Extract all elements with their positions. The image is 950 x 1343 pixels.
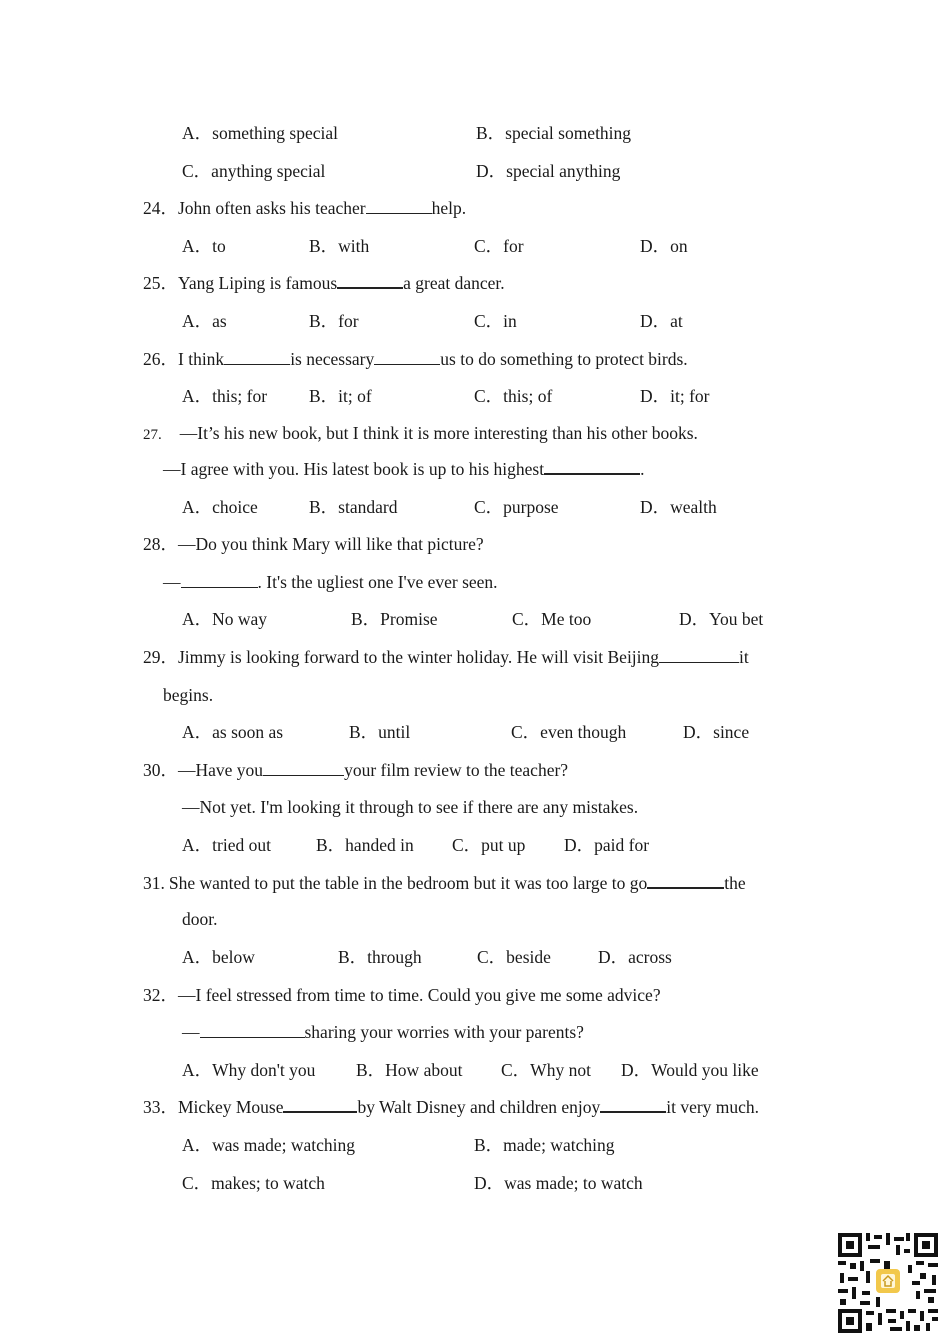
option-24-c: C．for	[474, 236, 524, 256]
question-text: —	[163, 572, 181, 592]
option-28-b: B．Promise	[351, 609, 438, 629]
option-30-c: C．put up	[452, 835, 526, 855]
question-text: —Have you	[178, 760, 264, 780]
question-text: the	[724, 873, 746, 893]
option-30-a: A．tried out	[182, 835, 271, 855]
option-28-a: A．No way	[182, 609, 268, 629]
answer-blank	[337, 272, 403, 289]
question-text: . It's the ugliest one I've ever seen.	[257, 572, 498, 592]
question-text: Yang Liping is famous	[178, 273, 338, 293]
option-23-b: B．special something	[476, 123, 632, 143]
question-text: She wanted to put the table in the bedroom but it was too large to go	[168, 873, 648, 893]
question-25	[143, 272, 505, 294]
option-23-c: C．anything special	[182, 161, 326, 181]
question-27-reply	[163, 458, 644, 480]
question-text: is necessary	[290, 349, 375, 369]
question-33	[143, 1096, 759, 1118]
option-25-c: C．in	[474, 311, 517, 331]
answer-blank	[600, 1096, 666, 1113]
option-32-d: D．Would you like	[621, 1060, 759, 1080]
question-32	[143, 984, 661, 1006]
question-text: I think	[178, 349, 225, 369]
question-text: sharing your worries with your parents?	[304, 1022, 584, 1042]
option-28-c: C．Me too	[512, 609, 592, 629]
question-number: 27.	[143, 427, 162, 443]
option-33-d: D．was made; to watch	[474, 1173, 643, 1193]
option-26-c: C．this; of	[474, 386, 553, 406]
option-26-d: D．it; for	[640, 386, 710, 406]
option-27-d: D．wealth	[640, 497, 717, 517]
option-29-d: D．since	[683, 722, 750, 742]
option-27-c: C．purpose	[474, 497, 559, 517]
option-32-a: A．Why don't you	[182, 1060, 316, 1080]
answer-blank	[263, 760, 344, 776]
question-text: Mickey Mouse	[178, 1097, 284, 1117]
option-32-b: B．How about	[356, 1060, 463, 1080]
question-text: your film review to the teacher?	[344, 760, 569, 780]
question-number: 28．	[143, 534, 178, 554]
answer-blank	[544, 458, 640, 475]
answer-blank	[659, 647, 739, 663]
question-text: us to do something to protect birds.	[440, 349, 688, 369]
question-number: 25．	[143, 273, 178, 293]
option-27-a: A．choice	[182, 497, 258, 517]
question-number: 30．	[143, 760, 178, 780]
question-30	[143, 759, 568, 781]
question-28-reply	[163, 571, 498, 593]
option-23-a: A．something special	[182, 123, 339, 143]
option-26-b: B．it; of	[309, 386, 372, 406]
option-31-a: A．below	[182, 947, 255, 967]
question-text: help.	[431, 198, 467, 218]
question-text: it	[739, 647, 749, 667]
question-24	[143, 197, 466, 219]
option-29-a: A．as soon as	[182, 722, 284, 742]
answer-blank	[181, 572, 258, 588]
question-29-cont: begins.	[163, 685, 214, 705]
question-31	[143, 872, 746, 894]
question-text: —I feel stressed from time to time. Could you give me some advice?	[178, 985, 661, 1005]
option-29-b: B．until	[349, 722, 411, 742]
option-25-a: A．as	[182, 311, 227, 331]
question-text: —It’s his new book, but I think it is more interesting than his other books.	[179, 423, 698, 443]
answer-blank	[224, 349, 290, 365]
question-text: Jimmy is looking forward to the winter holiday. He will visit Beijing	[178, 647, 660, 667]
question-text: —Do you think Mary will like that picture?	[178, 534, 484, 554]
option-30-d: D．paid for	[564, 835, 650, 855]
option-33-c: C．makes; to watch	[182, 1173, 325, 1193]
answer-blank	[374, 349, 440, 365]
option-29-c: C．even though	[511, 722, 627, 742]
option-32-c: C．Why not	[501, 1060, 591, 1080]
question-text: a great dancer.	[403, 273, 505, 293]
option-26-a: A．this; for	[182, 386, 268, 406]
option-24-b: B．with	[309, 236, 370, 256]
question-text: by Walt Disney and children enjoy	[357, 1097, 601, 1117]
question-number: 32．	[143, 985, 178, 1005]
answer-blank	[200, 1022, 305, 1038]
question-26	[143, 348, 688, 370]
option-30-b: B．handed in	[316, 835, 414, 855]
question-text: .	[640, 459, 645, 479]
answer-blank	[647, 872, 724, 889]
question-29	[143, 646, 749, 668]
option-25-b: B．for	[309, 311, 359, 331]
question-32-reply	[182, 1021, 584, 1043]
option-31-c: C．beside	[477, 947, 551, 967]
answer-blank	[366, 198, 432, 214]
question-number: 29．	[143, 647, 178, 667]
question-text: —	[182, 1022, 200, 1042]
question-text: John often asks his teacher	[178, 198, 366, 218]
question-28	[143, 533, 484, 555]
option-27-b: B．standard	[309, 497, 398, 517]
option-23-d: D．special anything	[476, 161, 621, 181]
option-31-d: D．across	[598, 947, 672, 967]
question-27	[143, 422, 698, 446]
option-33-a: A．was made; watching	[182, 1135, 356, 1155]
option-31-b: B．through	[338, 947, 422, 967]
question-text: —I agree with you. His latest book is up to his highest	[163, 459, 545, 479]
question-number: 31.	[143, 873, 165, 893]
qr-code-icon	[836, 1231, 940, 1335]
option-24-a: A．to	[182, 236, 226, 256]
option-24-d: D．on	[640, 236, 688, 256]
option-25-d: D．at	[640, 311, 683, 331]
question-31-cont: door.	[182, 909, 218, 929]
question-number: 33．	[143, 1097, 178, 1117]
option-33-b: B．made; watching	[474, 1135, 615, 1155]
question-30-reply: —Not yet. I'm looking it through to see if there are any mistakes.	[182, 797, 639, 817]
option-28-d: D．You bet	[679, 609, 764, 629]
question-number: 24．	[143, 198, 178, 218]
question-text: it very much.	[666, 1097, 760, 1117]
answer-blank	[283, 1096, 357, 1113]
question-number: 26．	[143, 349, 178, 369]
